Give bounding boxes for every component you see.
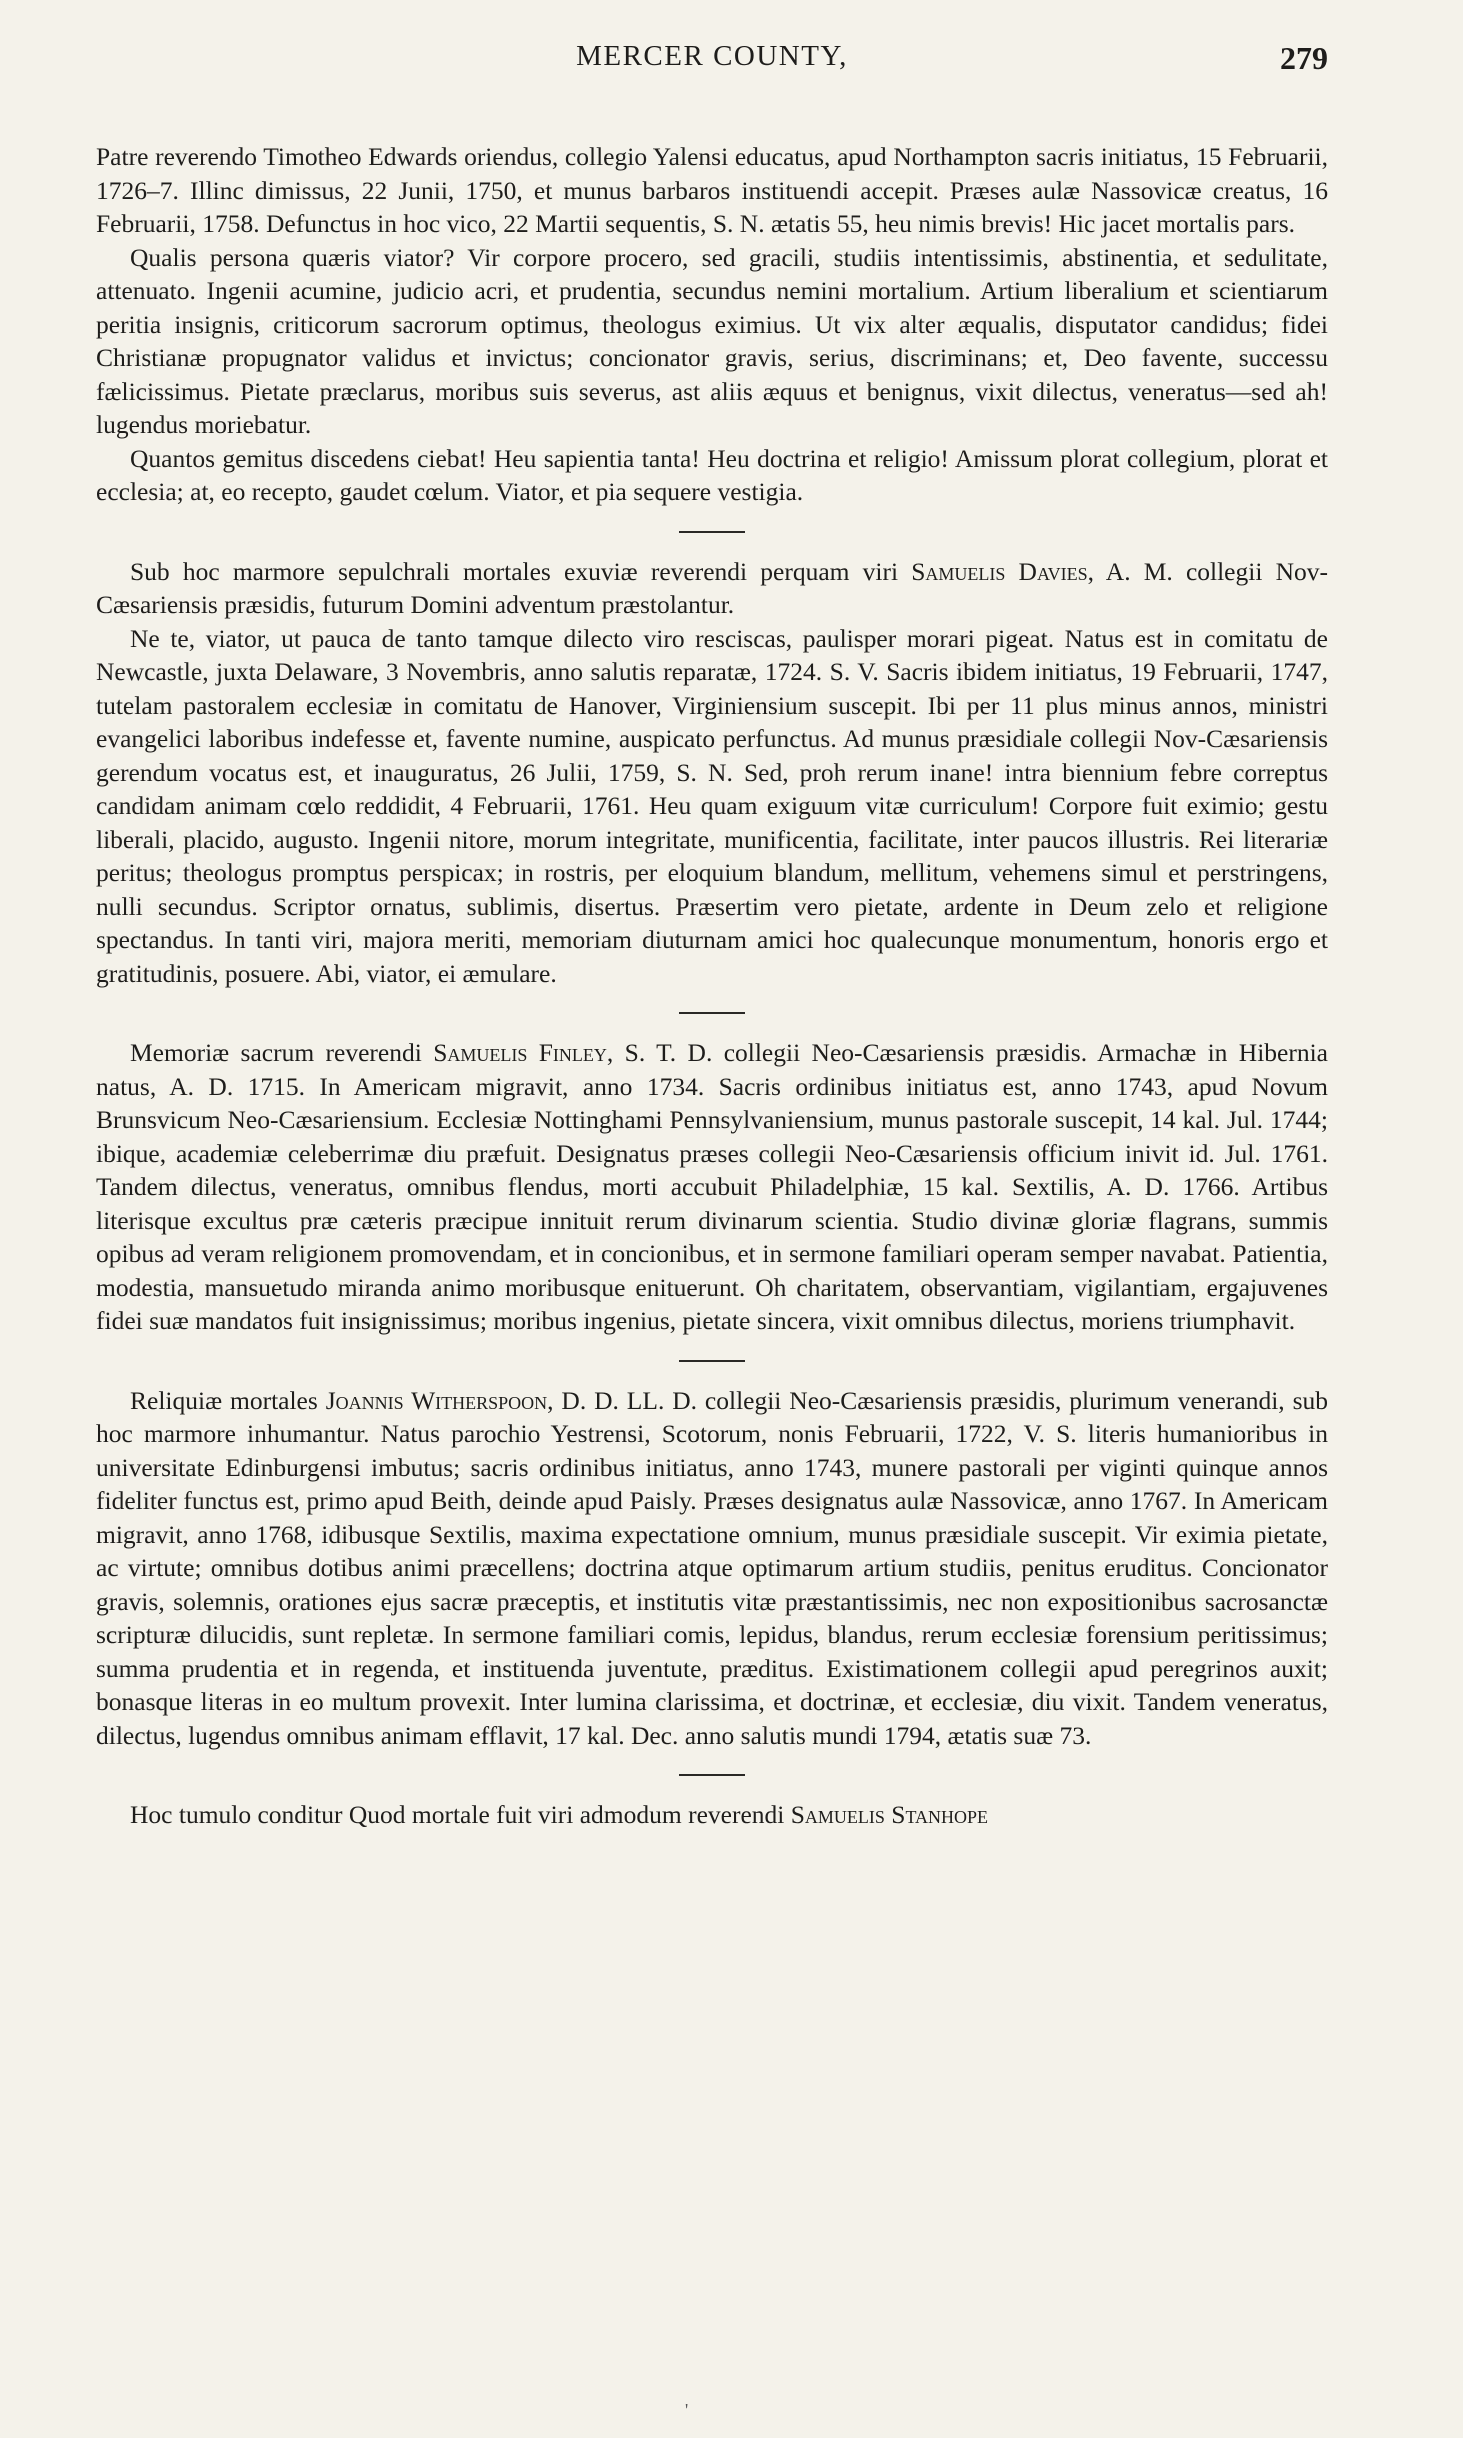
section-divider — [679, 531, 745, 533]
paragraph — [96, 1798, 1328, 1832]
person-name: Samuelis Finley — [433, 1038, 607, 1067]
text-run: Sub hoc marmore sepulchrali mortales exuviæ reverendi perquam viri — [130, 556, 912, 586]
paragraph: Patre reverendo Timotheo Edwards oriendus, collegio Yalensi educatus, apud Northampton sacris initiatus, 15 Februarii, 1726–7. Illinc dimissus, 22 Junii, 1750, et munus barbaros instituendi accepit. Præses aulæ Nassovicæ creatus, 16 Februarii, 1758. Defunctus in hoc vico, 22 Martii sequentis, S. N. ætatis 55, heu nimis brevis! Hic jacet mortalis pars. — [96, 142, 1328, 238]
running-title: MERCER COUNTY, — [576, 40, 848, 72]
paragraph: Qualis persona quæris viator? Vir corpore procero, sed gracili, studiis intentissimis, abstinentia, et sedulitate, attenuato. Ingenii acumine, judicio acri, et prudentia, secundus nemini mortalium. Artium liberalium et scientiarum peritia insignis, criticorum sacrorum optimus, theologus eximius. Ut vix alter æqualis, disputator candidus; fidei Christianæ propugnator validus et invictus; concionator gravis, serius, discriminans; et, Deo favente, successu fælicissimus. Pietate præclarus, moribus suis severus, ast aliis æquus et benignus, vixit dilectus, veneratus—sed ah! lugendus moriebatur. — [96, 242, 1328, 439]
text-run: Hoc tumulo conditur Quod mortale fuit viri admodum reverendi — [130, 1800, 791, 1829]
text-run: Memoriæ sacrum reverendi — [130, 1038, 434, 1067]
paragraph — [96, 1036, 1328, 1338]
text-run: , D. D. LL. D. collegii Neo-Cæsariensis præsidis, plurimum venerandi, sub hoc marmore inhumantur. Natus parochio Yestrensi, Scotorum, nonis Februarii, 1722, V. S. literis humanioribus in universitate Edinburgensi imbutus; sacris ordinibus initiatus, anno 1743, munere pastorali per viginti quinque annos fideliter functus est, primo apud Beith, deinde apud Paisly. Præses designatus aulæ Nassovicæ, anno 1767. In Americam migravit, anno 1768, idibusque Sextilis, maxima expectatione omnium, munus præsidiale suscepit. Vir eximia pietate, ac virtute; omnibus dotibus animi præcellens; doctrina atque optimarum artium studiis, penitus eruditus. Concionator gravis, solemnis, orationes ejus sacræ præceptis, et institutis vitæ præstantissimis, nec non expositionibus sacrosanctæ scripturæ dilucidis, sunt repletæ. In sermone familiari comis, lepidus, blandus, rerum ecclesiæ forensium peritissimus; summa prudentia et in regenda, et instituenda juventute, præditus. Existimationem collegii apud peregrinos auxit; bonasque literas in eo multum provexit. Inter lumina clarissima, et doctrinæ, et ecclesiæ, diu vixit. Tandem veneratus, dilectus, lugendus omnibus animam efflavit, 17 kal. Dec. anno salutis mundi 1794, ætatis suæ 73. — [96, 1385, 1328, 1750]
paragraph: Quantos gemitus discedens ciebat! Heu sapientia tanta! Heu doctrina et religio! Amissum plorat collegium, plorat et ecclesia; at, eo recepto, gaudet cœlum. Viator, et pia sequere vestigia. — [96, 443, 1328, 506]
epitaph-davies — [96, 555, 1328, 991]
section-divider — [679, 1012, 745, 1014]
person-name: Joannis Witherspoon — [325, 1385, 548, 1415]
section-divider — [679, 1774, 745, 1776]
running-head — [96, 40, 1328, 84]
page-number: 279 — [1280, 40, 1328, 76]
text-run: , A. M. collegii Nov-Cæsariensis præsidis, futurum Domini adventum præstolantur. — [96, 556, 1328, 619]
paragraph — [96, 1384, 1328, 1753]
paragraph: Ne te, viator, ut pauca de tanto tamque dilecto viro resciscas, paulisper morari pigeat. Natus est in comitatu de Newcastle, juxta Delaware, 3 Novembris, anno salutis reparatæ, 1724. S. V. Sacris ibidem initiatus, 19 Februarii, 1747, tutelam pastoralem ecclesiæ in comitatu de Hanover, Virginiensium suscepit. Ibi per 11 plus minus annos, ministri evangelici laboribus indefesse et, favente numine, auspicato perfunctus. Ad munus præsidiale collegii Nov-Cæsariensis gerendum vocatus est, et inauguratus, 26 Julii, 1759, S. N. Sed, proh rerum inane! intra biennium febre correptus candidam animam cœlo reddidit, 4 Februarii, 1761. Heu quam exiguum vitæ curriculum! Corpore fuit eximio; gestu liberali, placido, augusto. Ingenii nitore, morum integritate, munificentia, facilitate, inter paucos illustris. Rei literariæ peritus; theologus promptus perspicax; in rostris, per eloquium blandum, mellitum, vehemens simul et perstringens, nulli secundus. Scriptor ornatus, sublimis, disertus. Præsertim vero pietate, ardente in Deum zelo et religione spectandus. In tanti viri, majora meriti, memoriam diuturnam amici hoc qualecunque monumentum, honoris ergo et gratitudinis, posuere. Abi, viator, ei æmulare. — [96, 623, 1328, 988]
page-tail-mark: ' — [685, 2400, 689, 2420]
paragraph — [96, 555, 1328, 622]
person-name: Samuelis Davies — [911, 556, 1088, 586]
epitaph-stanhope — [96, 1798, 1328, 1832]
text-run: Reliquiæ mortales — [130, 1385, 326, 1415]
epitaph-witherspoon — [96, 1384, 1328, 1753]
epitaph-edwards-continued — [96, 140, 1328, 509]
page — [96, 40, 1328, 1832]
person-name: Samuelis Stanhope — [790, 1800, 989, 1829]
text-run: , S. T. D. collegii Neo-Cæsariensis præsidis. Armachæ in Hibernia natus, A. D. 1715. In Americam migravit, anno 1734. Sacris ordinibus initiatus est, anno 1743, apud Novum Brunsvicum Neo-Cæsariensium. Ecclesiæ Nottinghami Pennsylvaniensium, munus pastorale suscepit, 14 kal. Jul. 1744; ibique, academiæ celeberrimæ diu præfuit. Designatus præses collegii Neo-Cæsariensis officium inivit id. Jul. 1761. Tandem dilectus, veneratus, omnibus flendus, morti accubuit Philadelphiæ, 15 kal. Sextilis, A. D. 1766. Artibus literisque excultus præ cæteris præcipue innituit rerum divinarum scientia. Studio divinæ gloriæ flagrans, summis opibus ad veram religionem promovendam, et in concionibus, et in sermone familiari operam semper navabat. Patientia, modestia, mansuetudo miranda animo moribusque enituerunt. Oh charitatem, observantiam, vigilantiam, ergajuvenes fidei suæ mandatos fuit insignissimus; moribus ingenius, pietate sincera, vixit omnibus dilectus, moriens triumphavit. — [96, 1038, 1328, 1335]
epitaph-finley — [96, 1036, 1328, 1338]
section-divider — [679, 1360, 745, 1362]
